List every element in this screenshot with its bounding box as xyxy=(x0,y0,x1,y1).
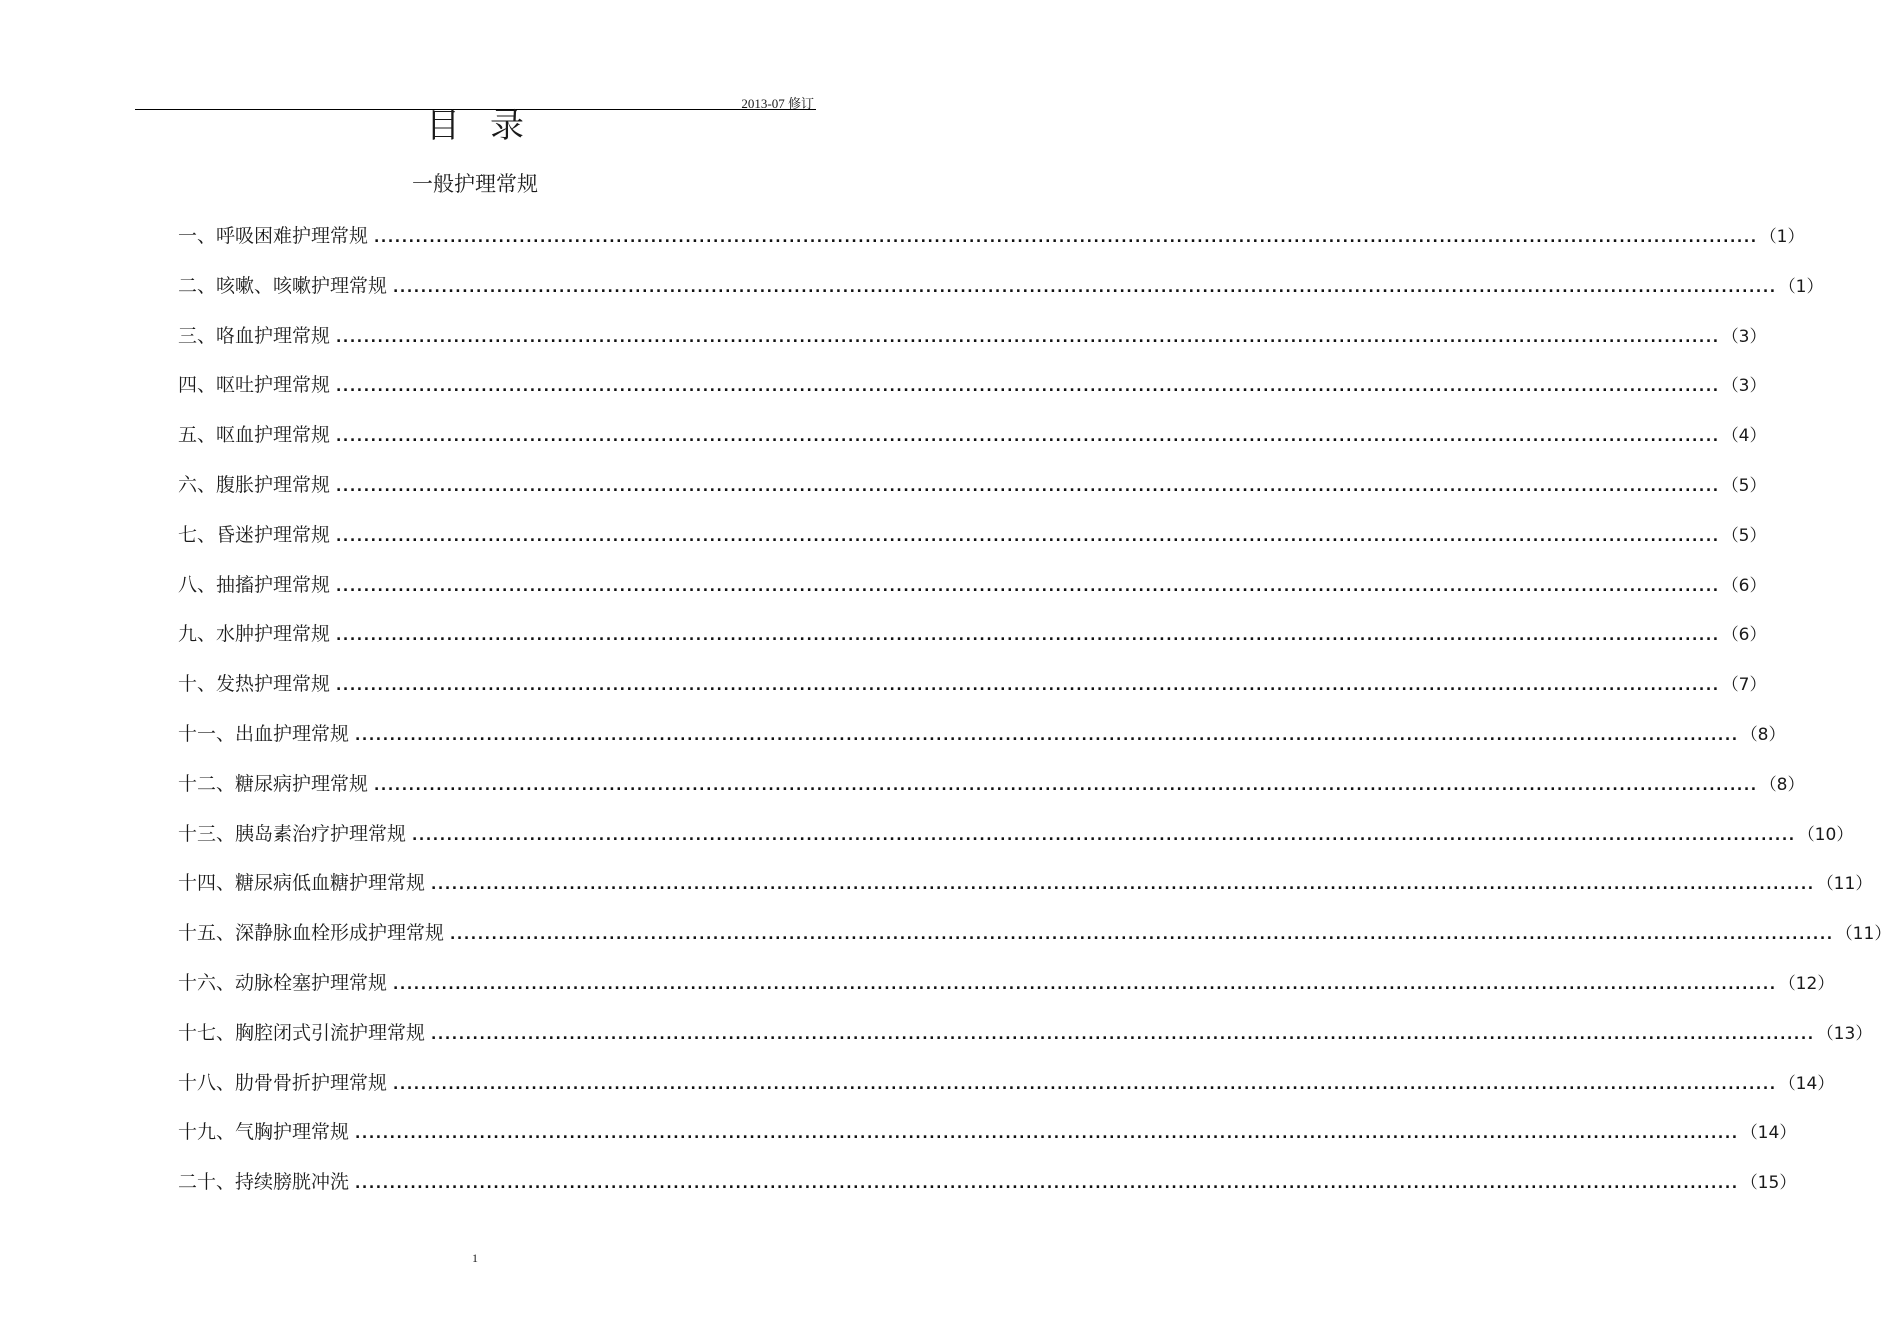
toc-entry[interactable] xyxy=(178,318,1767,368)
toc-entry-page: （4） xyxy=(1721,426,1767,447)
toc-dot-leader: ........................................................................................................................................................................................................ xyxy=(336,678,1720,695)
toc-dot-leader: ........................................................................................................................................................................................................ xyxy=(431,1026,1815,1043)
toc-entry-page: （3） xyxy=(1721,376,1767,397)
toc-entry-page: （13） xyxy=(1816,1023,1873,1044)
toc-entry-label: 十四、糖尿病低血糖护理常规 xyxy=(178,872,426,895)
page-title: 目录 xyxy=(426,106,554,146)
toc-entry-label: 九、水肿护理常规 xyxy=(178,623,331,646)
toc-entry[interactable] xyxy=(178,666,1767,716)
toc-entry-page: （6） xyxy=(1721,625,1767,646)
toc-entry[interactable] xyxy=(178,716,1786,766)
toc-dot-leader: ........................................................................................................................................................................................................ xyxy=(393,1076,1777,1093)
page-number: 1 xyxy=(472,1251,478,1265)
toc-entry[interactable] xyxy=(178,816,1854,866)
toc-dot-leader: ........................................................................................................................................................................................................ xyxy=(336,578,1720,595)
toc-dot-leader: ........................................................................................................................................................................................................ xyxy=(336,628,1720,645)
toc-entry-page: （6） xyxy=(1721,575,1767,596)
toc-dot-leader: ........................................................................................................................................................................................................ xyxy=(336,478,1720,495)
toc-dot-leader: ........................................................................................................................................................................................................ xyxy=(393,976,1777,993)
toc-entry-label: 十九、气胸护理常规 xyxy=(178,1121,350,1144)
toc-entry[interactable] xyxy=(178,616,1767,666)
toc-dot-leader: ........................................................................................................................................................................................................ xyxy=(355,1126,1739,1143)
toc-entry-label: 四、呕吐护理常规 xyxy=(178,374,331,397)
toc-entry-label: 十七、胸腔闭式引流护理常规 xyxy=(178,1021,426,1044)
toc-entry-label: 十二、糖尿病护理常规 xyxy=(178,772,369,795)
toc-entry[interactable] xyxy=(178,965,1835,1015)
toc-entry-label: 八、抽搐护理常规 xyxy=(178,573,331,596)
toc-dot-leader: ........................................................................................................................................................................................................ xyxy=(336,528,1720,545)
toc-entry-label: 十八、肋骨骨折护理常规 xyxy=(178,1071,388,1094)
toc-entry-label: 十三、胰岛素治疗护理常规 xyxy=(178,822,407,845)
toc-dot-leader: ........................................................................................................................................................................................................ xyxy=(336,429,1720,446)
toc-entry-label: 十六、动脉栓塞护理常规 xyxy=(178,971,388,994)
toc-entry-label: 一、呼吸困难护理常规 xyxy=(178,225,369,247)
toc-entry-label: 六、腹胀护理常规 xyxy=(178,473,331,496)
toc-entry-page: （1） xyxy=(1759,227,1805,247)
toc-entry[interactable] xyxy=(178,517,1767,567)
toc-entry-page: （11） xyxy=(1816,874,1873,895)
toc-entry-page: （12） xyxy=(1778,973,1835,994)
toc-dot-leader: ........................................................................................................................................................................................................ xyxy=(336,379,1720,396)
toc-entry-page: （1） xyxy=(1778,276,1824,297)
toc-entry[interactable] xyxy=(178,417,1767,467)
toc-entry-page: （7） xyxy=(1721,675,1767,696)
toc-entry[interactable] xyxy=(178,915,1891,965)
toc-entry-page: （11） xyxy=(1835,924,1891,945)
section-subtitle: 一般护理常规 xyxy=(412,172,538,196)
toc-dot-leader: ........................................................................................................................................................................................................ xyxy=(412,827,1796,844)
table-of-contents xyxy=(178,218,1891,1214)
toc-entry-page: （3） xyxy=(1721,326,1767,347)
toc-entry[interactable] xyxy=(178,1164,1797,1214)
toc-dot-leader: ........................................................................................................................................................................................................ xyxy=(355,1176,1739,1193)
toc-entry-label: 二十、持续膀胱冲洗 xyxy=(178,1171,350,1194)
toc-entry-label: 三、咯血护理常规 xyxy=(178,324,331,347)
toc-entry-page: （14） xyxy=(1778,1073,1835,1094)
toc-entry[interactable] xyxy=(178,865,1873,915)
header-revision-note: 2013-07 修订 xyxy=(741,96,814,111)
toc-entry-page: （15） xyxy=(1740,1173,1797,1194)
toc-dot-leader: ........................................................................................................................................................................................................ xyxy=(431,877,1815,894)
toc-entry-page: （10） xyxy=(1797,824,1854,845)
toc-entry-page: （8） xyxy=(1740,724,1786,745)
toc-dot-leader: ........................................................................................................................................................................................................ xyxy=(374,777,1758,794)
toc-entry-label: 七、昏迷护理常规 xyxy=(178,523,331,546)
toc-entry[interactable] xyxy=(178,367,1767,417)
toc-entry-label: 十五、深静脉血栓形成护理常规 xyxy=(178,922,445,945)
toc-dot-leader: ........................................................................................................................................................................................................ xyxy=(355,727,1739,744)
toc-entry-label: 五、呕血护理常规 xyxy=(178,424,331,447)
toc-entry-label: 十一、出血护理常规 xyxy=(178,722,350,745)
toc-entry-page: （14） xyxy=(1740,1123,1797,1144)
toc-dot-leader: ........................................................................................................................................................................................................ xyxy=(336,329,1720,346)
toc-entry-label: 二、咳嗽、咳嗽护理常规 xyxy=(178,274,388,297)
toc-entry-page: （5） xyxy=(1721,525,1767,546)
toc-dot-leader: ........................................................................................................................................................................................................ xyxy=(393,279,1777,296)
toc-entry[interactable] xyxy=(178,1114,1797,1164)
toc-entry[interactable] xyxy=(178,1065,1835,1115)
toc-entry-page: （5） xyxy=(1721,475,1767,496)
toc-entry[interactable] xyxy=(178,766,1805,816)
toc-entry[interactable] xyxy=(178,268,1824,318)
toc-entry[interactable] xyxy=(178,218,1805,268)
toc-entry[interactable] xyxy=(178,567,1767,617)
toc-entry[interactable] xyxy=(178,467,1767,517)
toc-entry-label: 十、发热护理常规 xyxy=(178,673,331,696)
toc-dot-leader: ........................................................................................................................................................................................................ xyxy=(374,230,1758,246)
toc-entry-page: （8） xyxy=(1759,774,1805,795)
toc-entry[interactable] xyxy=(178,1015,1873,1065)
toc-dot-leader: ........................................................................................................................................................................................................ xyxy=(450,927,1834,944)
